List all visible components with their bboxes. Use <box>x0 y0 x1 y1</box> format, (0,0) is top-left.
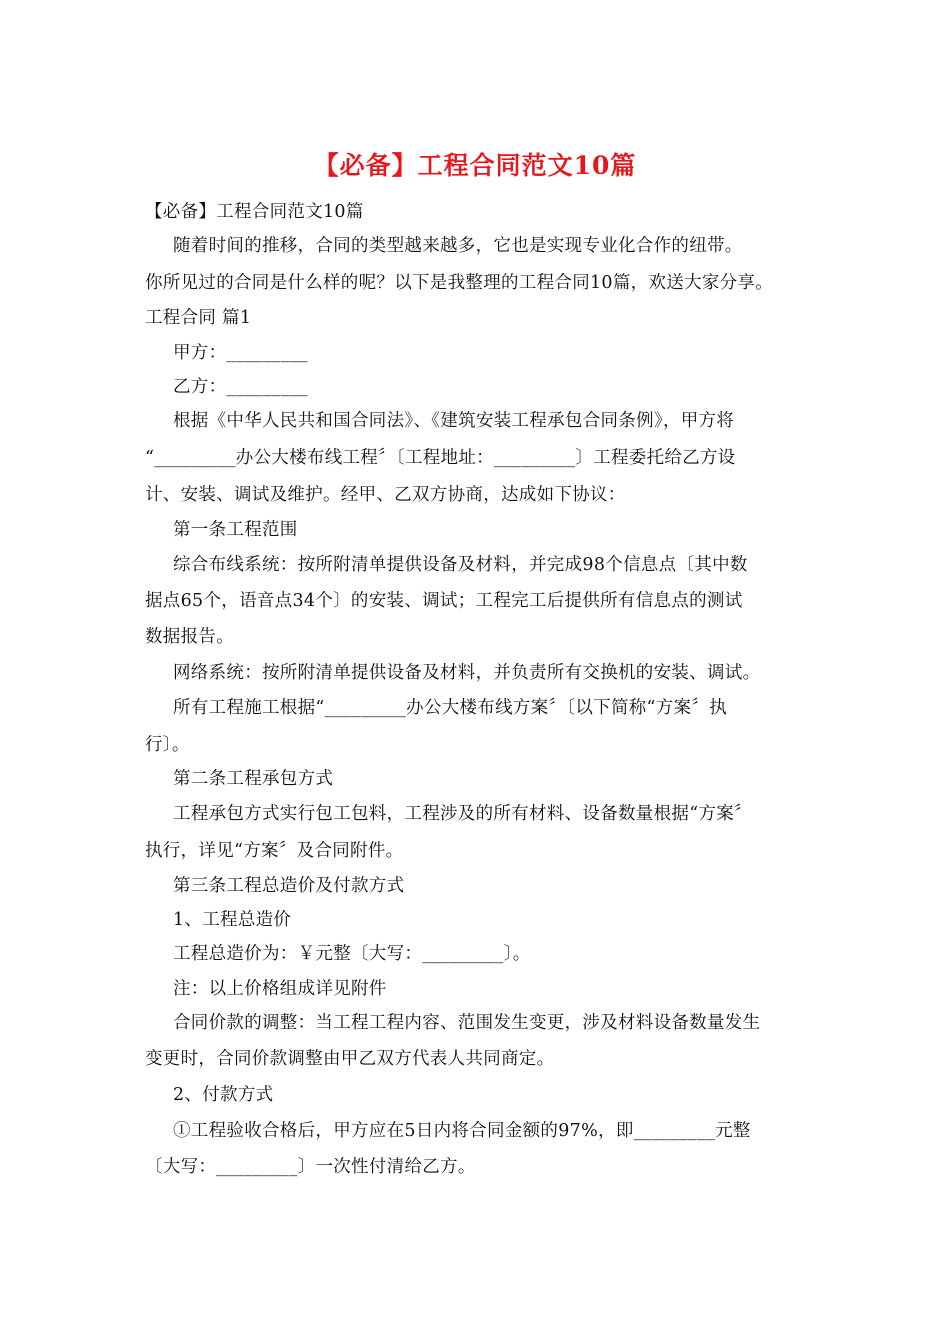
article-heading: 第三条工程总造价及付款方式 <box>173 876 405 896</box>
party-b-line: 乙方：_________ <box>173 377 308 397</box>
paragraph-line: “_________办公大楼布线工程〞〔工程地址：_________〕工程委托给乙方设 <box>145 448 736 468</box>
paragraph-line: 执行，详见“方案〞及合同附件。 <box>145 841 404 861</box>
subsection-heading: 2、付款方式 <box>173 1085 274 1105</box>
section-heading: 工程合同 篇1 <box>145 308 252 328</box>
paragraph-line: 所有工程施工根据“_________办公大楼布线方案〞〔以下简称“方案〞执 <box>173 698 727 718</box>
paragraph-line: 行〕。 <box>145 735 190 755</box>
paragraph-line: 综合布线系统：按所附清单提供设备及材料，并完成98个信息点〔其中数 <box>173 555 748 575</box>
paragraph-line: 网络系统：按所附清单提供设备及材料，并负责所有交换机的安装、调试。 <box>173 663 761 683</box>
paragraph-line: 计、安装、调试及维护。经甲、乙双方协商，达成如下协议： <box>145 485 626 505</box>
note-line: 注：以上价格组成详见附件 <box>173 979 387 999</box>
paragraph-line: 根据《中华人民共和国合同法》、《建筑安装工程承包合同条例》，甲方将 <box>173 411 735 431</box>
intro-line-2: 你所见过的合同是什么样的呢？以下是我整理的工程合同10篇，欢送大家分享。 <box>145 273 774 293</box>
paragraph-line: 据点65个，语音点34个〕的安装、调试；工程完工后提供所有信息点的测试 <box>145 591 743 611</box>
paragraph-line: 变更时，合同价款调整由甲乙双方代表人共同商定。 <box>145 1049 555 1069</box>
subtitle-line: 【必备】工程合同范文10篇 <box>145 202 364 222</box>
intro-line-1: 随着时间的推移，合同的类型越来越多，它也是实现专业化合作的纽带。 <box>173 236 743 256</box>
paragraph-line: 工程总造价为：￥元整〔大写：_________〕。 <box>173 944 531 964</box>
paragraph-line: 〔大写：_________〕一次性付清给乙方。 <box>145 1157 476 1177</box>
document-title: 【必备】工程合同范文10篇 <box>313 151 637 180</box>
paragraph-line: 工程承包方式实行包工包料，工程涉及的所有材料、设备数量根据“方案〞 <box>173 804 752 824</box>
paragraph-line: 合同价款的调整：当工程工程内容、范围发生变更，涉及材料设备数量发生 <box>173 1013 761 1033</box>
article-heading: 第一条工程范围 <box>173 520 298 540</box>
party-a-line: 甲方：_________ <box>173 343 308 363</box>
article-heading: 第二条工程承包方式 <box>173 769 334 789</box>
paragraph-line: ①工程验收合格后，甲方应在5日内将合同金额的97%，即_________元整 <box>173 1121 751 1141</box>
paragraph-line: 数据报告。 <box>145 627 234 647</box>
subsection-heading: 1、工程总造价 <box>173 910 292 930</box>
